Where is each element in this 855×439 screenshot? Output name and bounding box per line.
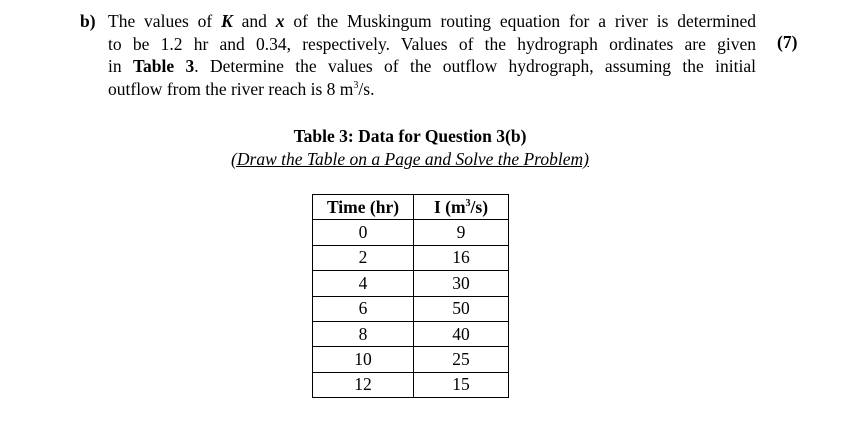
table-row	[313, 220, 509, 245]
table-row	[313, 296, 509, 321]
cell-time: 12	[313, 372, 414, 397]
cell-time: 4	[313, 271, 414, 296]
table-subtitle: (Draw the Table on a Page and Solve the Problem)	[231, 149, 589, 169]
variable-k: K	[221, 11, 233, 31]
cell-inflow: 30	[414, 271, 509, 296]
question-label: b)	[80, 11, 96, 31]
question-marks: (7)	[777, 32, 798, 52]
cell-inflow: 25	[414, 347, 509, 372]
cell-time: 2	[313, 245, 414, 270]
table-reference: Table 3	[132, 56, 195, 76]
table-row	[313, 245, 509, 270]
cell-inflow: 40	[414, 321, 509, 346]
question-text	[108, 10, 756, 100]
table-row	[313, 271, 509, 296]
cell-inflow: 9	[414, 220, 509, 245]
table-row	[313, 372, 509, 397]
question-line-1: The values of K and x of the Muskingum routing equation for a river is determined	[108, 11, 756, 31]
question-line-3: in Table 3. Determine the values of the outflow hydrograph, assuming the initial	[108, 56, 756, 76]
question-line-4: outflow from the river reach is 8 $m^3/s$.	[108, 78, 375, 99]
header-inflow: I $(m^3/s)$	[414, 195, 509, 220]
table-row	[313, 347, 509, 372]
cell-time: 6	[313, 296, 414, 321]
cell-inflow: 50	[414, 296, 509, 321]
variable-x: x	[275, 11, 285, 31]
cell-inflow: 15	[414, 372, 509, 397]
table-row	[313, 321, 509, 346]
cell-time: 10	[313, 347, 414, 372]
cell-inflow: 16	[414, 245, 509, 270]
cell-time: 8	[313, 321, 414, 346]
data-table	[312, 194, 509, 398]
header-time: Time (hr)	[313, 195, 414, 220]
question-line-2: to be 1.2 hr and 0.34, respectively. Values of the hydrograph ordinates are given	[108, 33, 756, 54]
cell-time: 0	[313, 220, 414, 245]
table-header-row	[313, 195, 509, 220]
table-title: Table 3: Data for Question 3(b)	[293, 126, 527, 146]
